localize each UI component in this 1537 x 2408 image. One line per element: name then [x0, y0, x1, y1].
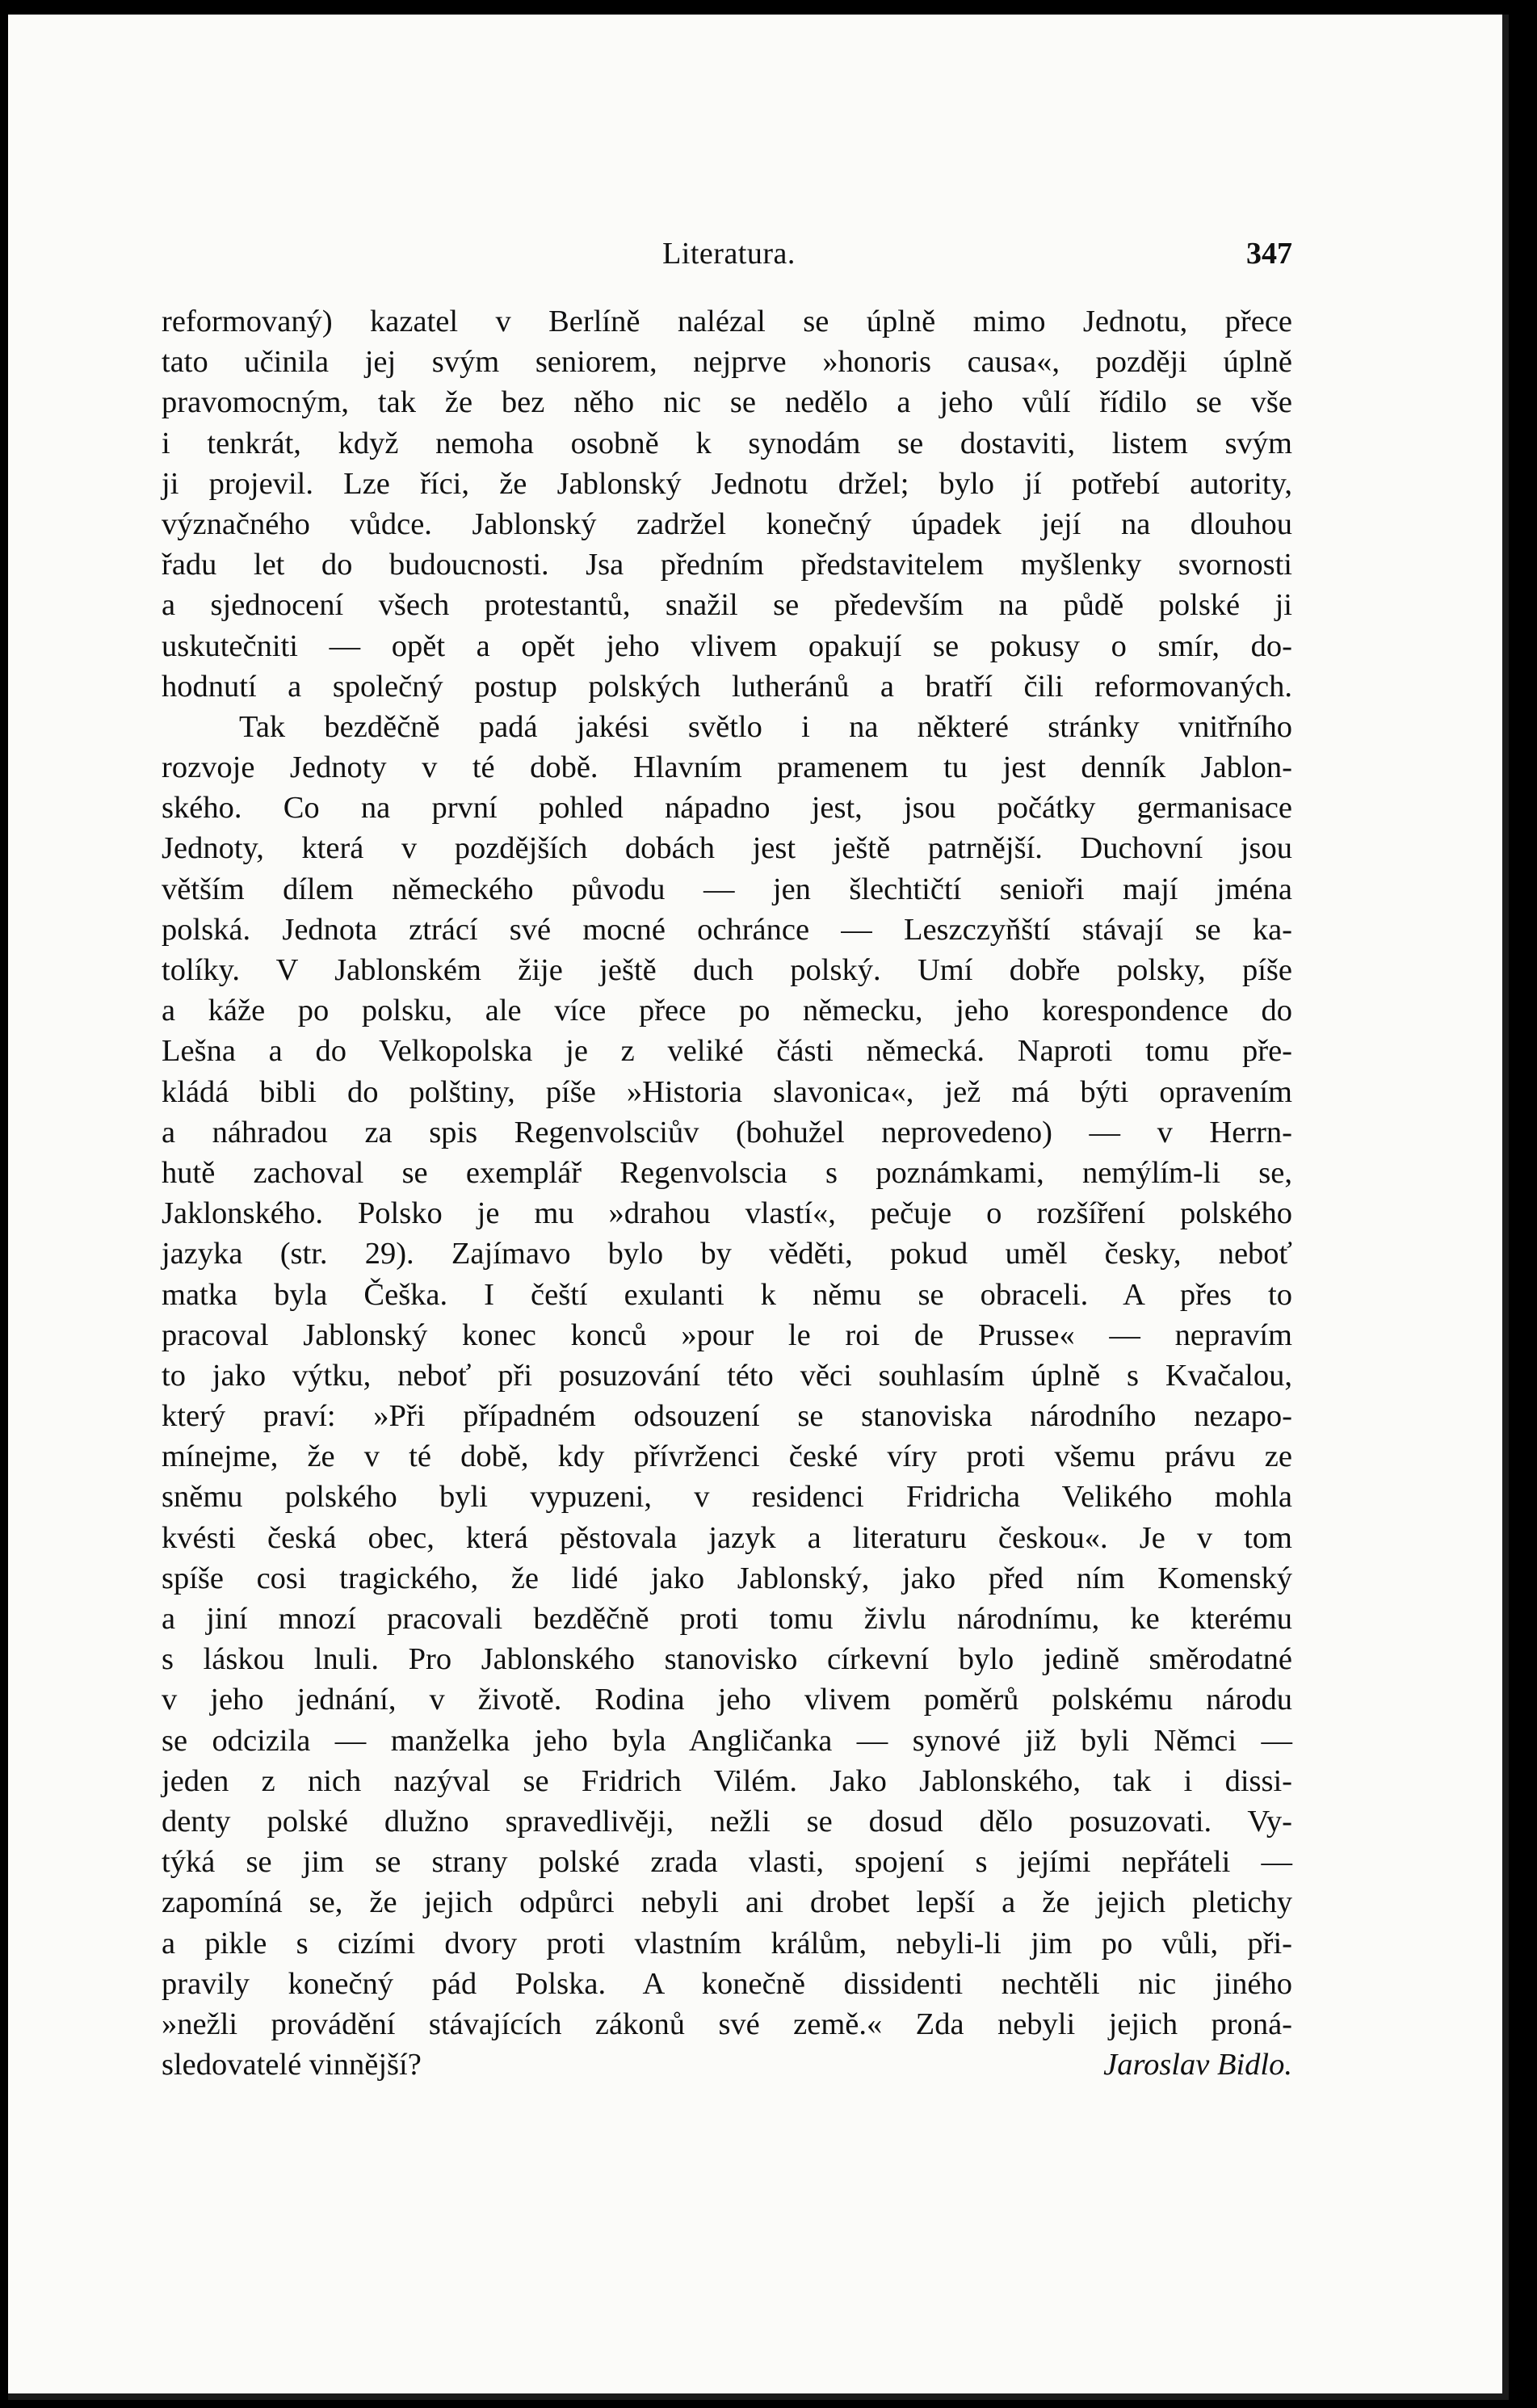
text-line: ji projevil. Lze říci, že Jablonský Jednotu držel; bylo jí potřebí autority, — [162, 466, 1292, 501]
text-line: který praví: »Při případném odsouzení se stanoviska národního nezapo- — [162, 1399, 1292, 1434]
author-signature: Jaroslav Bidlo. — [1103, 2048, 1292, 2082]
text-line: pracoval Jablonský konec konců »pour le roi de Prusse« — nepravím — [162, 1317, 1292, 1352]
text-line: Jednoty, která v pozdějších dobách jest ještě patrnější. Duchovní jsou — [162, 831, 1292, 866]
text-line: Lešna a do Velkopolska je z veliké části německá. Naproti tomu pře- — [162, 1034, 1292, 1069]
running-header — [166, 236, 1292, 276]
text-line: a káže po polsku, ale více přece po německu, jeho korespondence do — [162, 994, 1292, 1028]
text-line: Jaklonského. Polsko je mu »drahou vlastí«, pečuje o rozšíření polského — [162, 1196, 1292, 1231]
paragraph-1 — [162, 301, 1292, 707]
text-line: polská. Jednota ztrácí své mocné ochránce — Leszczyňští stávají se ka- — [162, 912, 1292, 947]
text-line: a sjednocení všech protestantů, snažil se především na půdě polské ji — [162, 588, 1292, 623]
text-line: hodnutí a společný postup polských lutheránů a bratří čili reformovaných. — [162, 669, 1292, 704]
text-line: zapomíná se, že jejich odpůrci nebyli ani drobet lepší a že jejich pletichy — [162, 1885, 1292, 1920]
text-line: týká se jim se strany polské zrada vlasti, spojení s jejími nepřáteli — — [162, 1845, 1292, 1880]
paragraph-2 — [162, 707, 1292, 2085]
text-line: a jiní mnozí pracovali bezděčně proti tomu živlu národnímu, ke kterému — [162, 1602, 1292, 1636]
text-line: »nežli provádění stávajících zákonů své země.« Zda nebyli jejich proná- — [162, 2007, 1292, 2041]
text-line: význačného vůdce. Jablonský zadržel konečný úpadek její na dlouhou — [162, 506, 1292, 541]
text-line: řadu let do budoucnosti. Jsa předním představitelem myšlenky svornosti — [162, 548, 1292, 582]
text-line: rozvoje Jednoty v té době. Hlavním pramenem tu jest denník Jablon- — [162, 750, 1292, 785]
text-line: mínejme, že v té době, kdy přívrženci české víry proti všemu právu ze — [162, 1439, 1292, 1474]
closing-line — [162, 2044, 1292, 2085]
section-title: Literatura. — [662, 237, 796, 271]
text-line: to jako výtku, neboť při posuzování této věci souhlasím úplně s Kvačalou, — [162, 1358, 1292, 1393]
text-line: tolíky. V Jablonském žije ještě duch polský. Umí dobře polsky, píše — [162, 953, 1292, 987]
text-line: pravily konečný pád Polska. A konečně dissidenti nechtěli nic jiného — [162, 1966, 1292, 2001]
text-line: jeden z nich nazýval se Fridrich Vilém. Jako Jablonského, tak i dissi- — [162, 1763, 1292, 1798]
text-line: se odcizila — manželka jeho byla Angličanka — synové již byli Němci — — [162, 1723, 1292, 1758]
text-line: uskutečniti — opět a opět jeho vlivem opakují se pokusy o smír, do- — [162, 628, 1292, 663]
text-line: spíše cosi tragického, že lidé jako Jablonský, jako před ním Komenský — [162, 1561, 1292, 1595]
body-text — [162, 301, 1292, 2085]
text-line: kládá bibli do polštiny, píše »Historia slavonica«, jež má býti opravením — [162, 1074, 1292, 1109]
text-line: s láskou lnuli. Pro Jablonského stanovisko církevní bylo jedině směrodatné — [162, 1642, 1292, 1677]
text-line: Tak bezděčně padá jakési světlo i na některé stránky vnitřního — [239, 709, 1292, 744]
text-line: sněmu polského byli vypuzeni, v residenci Fridricha Velikého mohla — [162, 1480, 1292, 1515]
page-number: 347 — [1246, 237, 1292, 271]
text-line: sledovatelé vinnější? — [162, 2048, 422, 2082]
text-line: pravomocným, tak že bez něho nic se nedělo a jeho vůlí řídilo se vše — [162, 385, 1292, 420]
text-line: kvésti česká obec, která pěstovala jazyk a literaturu českou«. Je v tom — [162, 1520, 1292, 1555]
text-line: větším dílem německého původu — jen šlechtičtí senioři mají jména — [162, 872, 1292, 906]
text-line: reformovaný) kazatel v Berlíně nalézal se úplně mimo Jednotu, přece — [162, 305, 1292, 338]
text-line: a náhradou za spis Regenvolsciův (bohužel neprovedeno) — v Herrn- — [162, 1115, 1292, 1149]
text-line: jazyka (str. 29). Zajímavo bylo by věděti, pokud uměl česky, neboť — [162, 1237, 1292, 1271]
text-line: denty polské dlužno spravedlivěji, nežli se dosud dělo posuzovati. Vy- — [162, 1804, 1292, 1839]
text-line: a pikle s cizími dvory proti vlastním králům, nebyli-li jim po vůli, při- — [162, 1926, 1292, 1960]
text-line: i tenkrát, když nemoha osobně k synodám se dostaviti, listem svým — [162, 426, 1292, 460]
text-line: hutě zachoval se exemplář Regenvolscia s poznámkami, nemýlím-li se, — [162, 1155, 1292, 1190]
text-line: v jeho jednání, v životě. Rodina jeho vlivem poměrů polskému národu — [162, 1683, 1292, 1717]
text-line: tato učinila jej svým seniorem, nejprve »honoris causa«, později úplně — [162, 345, 1292, 380]
text-line: ského. Co na první pohled nápadno jest, jsou počátky germanisace — [162, 791, 1292, 826]
text-line: matka byla Češka. I čeští exulanti k němu se obraceli. A přes to — [162, 1277, 1292, 1312]
